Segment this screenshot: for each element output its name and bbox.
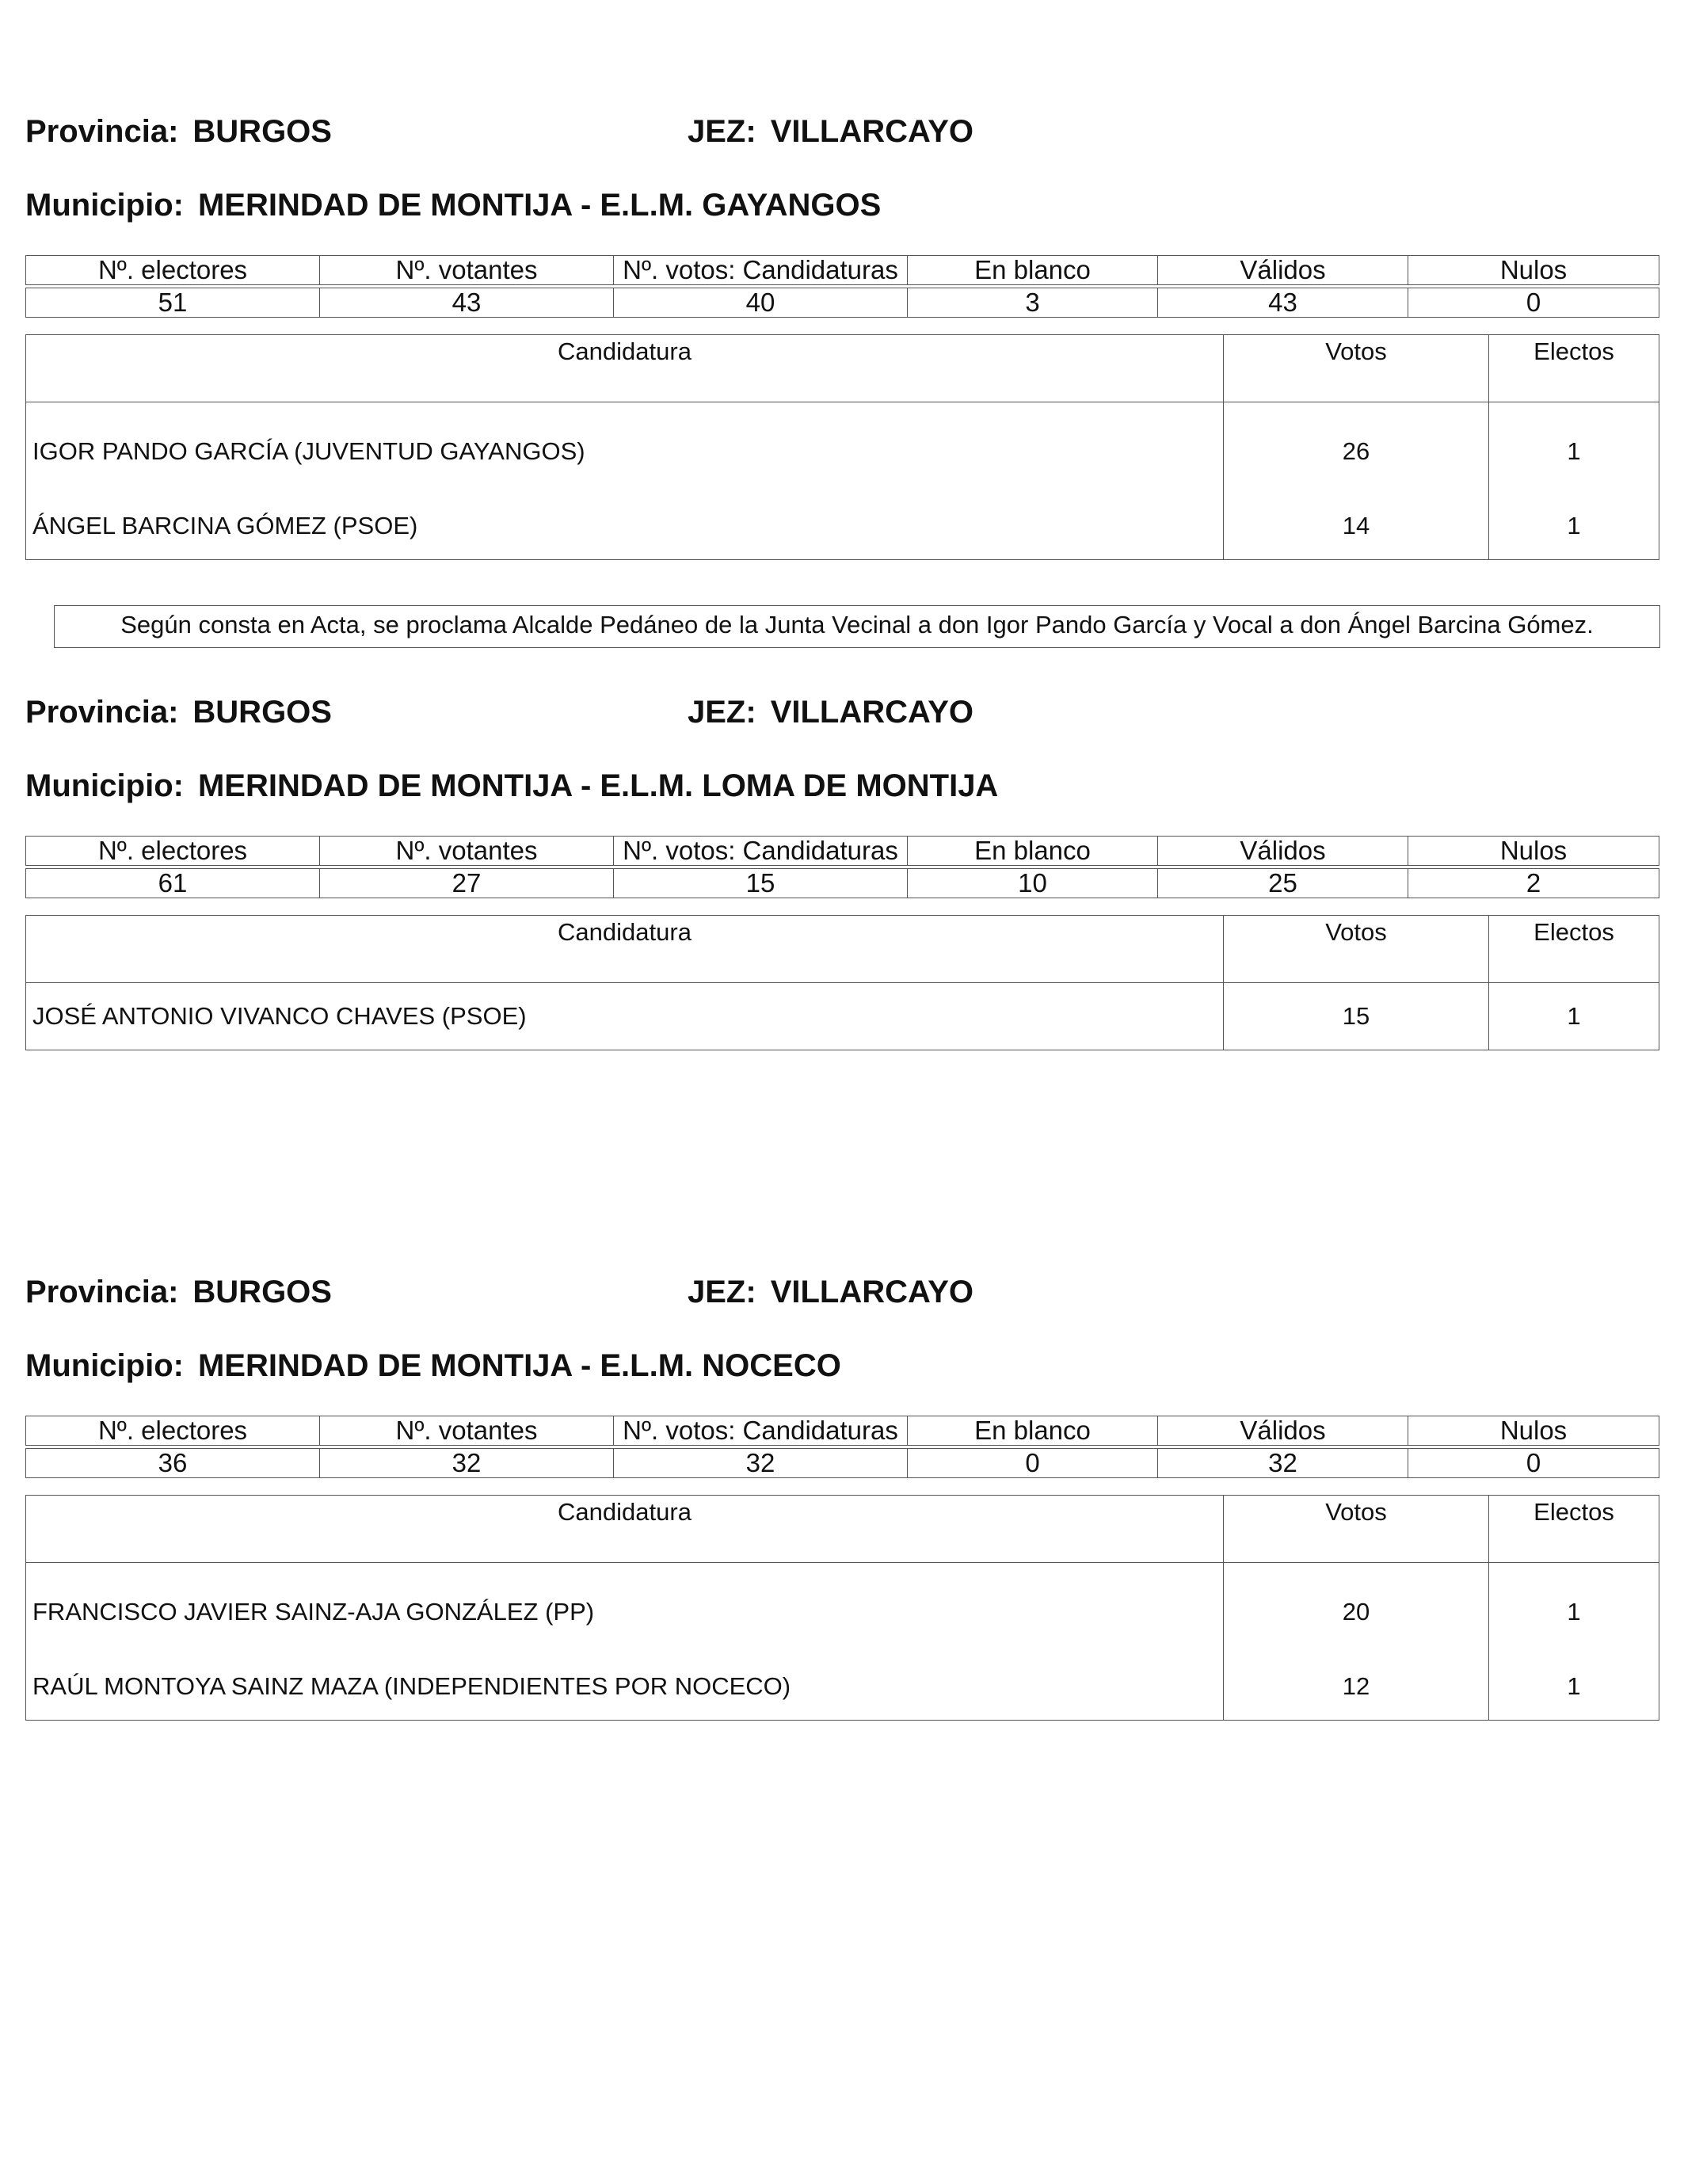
- candidate-name: RAÚL MONTOYA SAINZ MAZA (INDEPENDIENTES POR NOCECO): [26, 1653, 1224, 1721]
- provincia-value: BURGOS: [192, 1275, 332, 1309]
- candidate-row: [26, 983, 1659, 1050]
- stats-header: Nº. votantes: [320, 837, 614, 866]
- stats-header: Nº. votos: Candidaturas: [614, 1416, 908, 1446]
- candidatura-header: Candidatura: [26, 916, 1224, 983]
- jez-line: [688, 112, 973, 151]
- jez-label: JEZ:: [688, 114, 756, 149]
- candidate-name: JOSÉ ANTONIO VIVANCO CHAVES (PSOE): [26, 983, 1224, 1050]
- municipio-label: Municipio:: [25, 768, 184, 803]
- stats-table: [25, 836, 1659, 898]
- stats-header: Nulos: [1408, 1416, 1659, 1446]
- stats-value: 36: [26, 1449, 320, 1478]
- candidate-votos: 26: [1224, 402, 1489, 494]
- stats-value: 0: [908, 1449, 1158, 1478]
- electos-header: Electos: [1489, 1496, 1659, 1563]
- candidates-header-row: [26, 335, 1659, 402]
- stats-value: 0: [1408, 1449, 1659, 1478]
- stats-value: 43: [320, 288, 614, 318]
- stats-value: 40: [614, 288, 908, 318]
- stats-header: Nº. electores: [26, 837, 320, 866]
- municipio-value: MERINDAD DE MONTIJA - E.L.M. GAYANGOS: [197, 188, 882, 223]
- candidate-row: [26, 1563, 1659, 1654]
- candidates-table: [25, 915, 1659, 1050]
- municipio-label: Municipio:: [25, 188, 184, 223]
- candidates-header-row: [26, 916, 1659, 983]
- stats-value: 61: [26, 869, 320, 898]
- stats-value: 25: [1158, 869, 1408, 898]
- candidates-header-row: [26, 1496, 1659, 1563]
- candidate-votos: 14: [1224, 493, 1489, 560]
- stats-table: [25, 255, 1659, 318]
- candidate-electos: 1: [1489, 1563, 1659, 1654]
- provincia-line: [25, 1273, 332, 1311]
- candidates-table: [25, 334, 1659, 560]
- stats-value: 10: [908, 869, 1158, 898]
- municipio-value: MERINDAD DE MONTIJA - E.L.M. LOMA DE MONTIJA: [197, 768, 999, 803]
- stats-header: En blanco: [908, 1416, 1158, 1446]
- jez-label: JEZ:: [688, 695, 756, 730]
- stats-value: 27: [320, 869, 614, 898]
- jez-value: VILLARCAYO: [770, 695, 974, 730]
- votos-header: Votos: [1224, 1496, 1489, 1563]
- provincia-label: Provincia:: [25, 695, 179, 730]
- stats-header: En blanco: [908, 837, 1158, 866]
- stats-header: Nº. votos: Candidaturas: [614, 256, 908, 285]
- candidate-name: IGOR PANDO GARCÍA (JUVENTUD GAYANGOS): [26, 402, 1224, 494]
- stats-value: 0: [1408, 288, 1659, 318]
- electos-header: Electos: [1489, 335, 1659, 402]
- stats-header: Válidos: [1158, 837, 1408, 866]
- stats-header-row: [26, 256, 1659, 285]
- candidate-electos: 1: [1489, 1653, 1659, 1721]
- provincia-label: Provincia:: [25, 1275, 179, 1309]
- jez-value: VILLARCAYO: [770, 114, 974, 149]
- candidate-electos: 1: [1489, 402, 1659, 494]
- jez-label: JEZ:: [688, 1275, 756, 1309]
- stats-header: Válidos: [1158, 1416, 1408, 1446]
- municipio-line: [25, 1347, 841, 1385]
- provincia-value: BURGOS: [192, 695, 332, 730]
- proclamation-note: Según consta en Acta, se proclama Alcalde Pedáneo de la Junta Vecinal a don Igor Pando García y Vocal a don Ángel Barcina Gómez.: [54, 605, 1660, 648]
- candidate-electos: 1: [1489, 983, 1659, 1050]
- stats-header: Nº. electores: [26, 256, 320, 285]
- candidate-row: [26, 1653, 1659, 1721]
- municipio-value: MERINDAD DE MONTIJA - E.L.M. NOCECO: [197, 1348, 841, 1383]
- stats-value: 32: [614, 1449, 908, 1478]
- stats-value-row: [26, 1449, 1659, 1478]
- votos-header: Votos: [1224, 916, 1489, 983]
- stats-header-row: [26, 837, 1659, 866]
- votos-header: Votos: [1224, 335, 1489, 402]
- candidate-row: [26, 402, 1659, 494]
- stats-value: 3: [908, 288, 1158, 318]
- stats-value: 2: [1408, 869, 1659, 898]
- stats-value-row: [26, 288, 1659, 318]
- candidate-name: FRANCISCO JAVIER SAINZ-AJA GONZÁLEZ (PP): [26, 1563, 1224, 1654]
- candidate-votos: 20: [1224, 1563, 1489, 1654]
- electos-header: Electos: [1489, 916, 1659, 983]
- stats-header: Nº. votantes: [320, 256, 614, 285]
- jez-line: [688, 1273, 973, 1311]
- stats-header: Válidos: [1158, 256, 1408, 285]
- stats-value: 43: [1158, 288, 1408, 318]
- stats-header: Nulos: [1408, 256, 1659, 285]
- candidates-table: [25, 1495, 1659, 1721]
- stats-value: 32: [1158, 1449, 1408, 1478]
- stats-header-row: [26, 1416, 1659, 1446]
- stats-value: 51: [26, 288, 320, 318]
- stats-table: [25, 1416, 1659, 1478]
- stats-value: 15: [614, 869, 908, 898]
- provincia-line: [25, 112, 332, 151]
- candidate-row: [26, 493, 1659, 560]
- stats-header: En blanco: [908, 256, 1158, 285]
- provincia-label: Provincia:: [25, 114, 179, 149]
- municipio-label: Municipio:: [25, 1348, 184, 1383]
- candidatura-header: Candidatura: [26, 335, 1224, 402]
- municipio-line: [25, 767, 998, 805]
- stats-header: Nulos: [1408, 837, 1659, 866]
- jez-value: VILLARCAYO: [770, 1275, 974, 1309]
- jez-line: [688, 693, 973, 731]
- stats-value-row: [26, 869, 1659, 898]
- stats-header: Nº. votantes: [320, 1416, 614, 1446]
- candidate-votos: 12: [1224, 1653, 1489, 1721]
- candidate-electos: 1: [1489, 493, 1659, 560]
- municipio-line: [25, 186, 881, 224]
- candidatura-header: Candidatura: [26, 1496, 1224, 1563]
- provincia-value: BURGOS: [192, 114, 332, 149]
- stats-value: 32: [320, 1449, 614, 1478]
- provincia-line: [25, 693, 332, 731]
- stats-header: Nº. votos: Candidaturas: [614, 837, 908, 866]
- candidate-name: ÁNGEL BARCINA GÓMEZ (PSOE): [26, 493, 1224, 560]
- candidate-votos: 15: [1224, 983, 1489, 1050]
- stats-header: Nº. electores: [26, 1416, 320, 1446]
